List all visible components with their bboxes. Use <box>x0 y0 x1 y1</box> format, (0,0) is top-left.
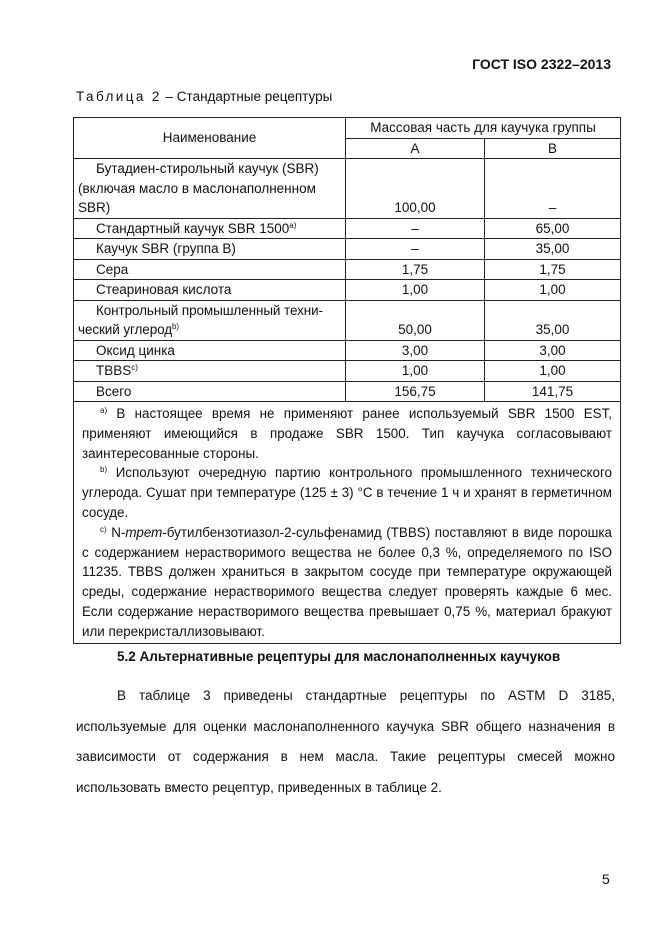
footnote-prefix: N- <box>111 524 126 540</box>
row-name: Сера <box>74 259 346 280</box>
footnote-text: Используют очередную партию контрольного промышленного технического углерода. Сушат при температуре (125 ± 3) °C в течение 1 ч и хранят в герметичном сосуде. <box>82 465 613 520</box>
footnote-text: В настоящее время не применяют ранее используемый SBR 1500 EST, применяют имеющийся в продаже SBR 1500. Тип каучука согласовывают заинтересованные стороны. <box>82 406 613 461</box>
row-value-a: 50,00 <box>346 300 485 340</box>
header-group: Массовая часть для каучука группы <box>346 118 621 139</box>
row-value-b: 141,75 <box>485 381 621 402</box>
table-notes-row <box>74 402 621 644</box>
table-row <box>74 239 621 260</box>
table-caption-label: Таблица 2 <box>76 89 162 104</box>
page-number: 5 <box>602 871 610 887</box>
table-row <box>74 159 621 219</box>
footnote-mark: b) <box>100 465 108 475</box>
table-footnotes <box>74 402 621 644</box>
table-caption <box>76 89 332 104</box>
table-header-row <box>74 118 621 139</box>
table-row <box>74 218 621 239</box>
row-value-a: – <box>346 218 485 239</box>
row-value-a: – <box>346 239 485 260</box>
footnote-mark: a) <box>100 406 108 415</box>
row-value-b: 3,00 <box>485 340 621 361</box>
table-caption-title: – Стандартные рецептуры <box>161 89 333 104</box>
row-value-b: 1,00 <box>485 361 621 382</box>
document-code: ГОСТ ISO 2322–2013 <box>472 56 611 72</box>
row-value-a: 156,75 <box>346 381 485 402</box>
row-value-b: 35,00 <box>485 300 621 340</box>
footnote-mark: c) <box>100 524 107 534</box>
row-value-a: 1,75 <box>346 259 485 280</box>
row-name: Бутадиен-стирольный каучук (SBR) (включая масло в маслонаполненном SBR) <box>74 159 346 219</box>
row-value-b: 35,00 <box>485 239 621 260</box>
row-name: Каучук SBR (группа B) <box>74 239 346 260</box>
row-value-a: 1,00 <box>346 280 485 301</box>
row-name <box>74 361 346 382</box>
footnote <box>82 404 612 463</box>
row-name <box>74 300 346 340</box>
table-row <box>74 361 621 382</box>
header-name: Наименование <box>74 118 346 159</box>
row-name-text: Стандартный каучук SBR 1500 <box>96 220 290 236</box>
footnote-text: -бутилбензотиазол-2-сульфенамид (TBBS) поставляют в виде порошка с содержанием нерастворимого вещества не более 0,3 %, определяемого по ISO 11235. TBBS должен храниться в закрытом сосуде при температуре окружающей среды, содержание нерастворимого вещества следует проверять каждые 6 мес. Если содержание нерастворимого вещества превышает 0,75 %, материал бракуют или перекристаллизовывают. <box>82 524 613 639</box>
footnote-italic: трет <box>125 524 163 540</box>
row-value-b: 65,00 <box>485 218 621 239</box>
row-name: Оксид цинка <box>74 340 346 361</box>
row-value-a: 100,00 <box>346 159 485 219</box>
standard-formulas-table <box>73 117 621 644</box>
row-name-text: TBBS <box>96 363 132 378</box>
footnote-ref: a) <box>289 220 297 230</box>
footnote <box>82 523 612 642</box>
section-paragraph: В таблице 3 приведены стандартные рецептуры по ASTM D 3185, используемые для оценки маслонаполненного каучука SBR общего назначения в зависимости от содержания в нем масла. Такие рецептуры смесей можно использовать вместо рецептур, приведенных в таблице 2. <box>76 688 615 795</box>
footnote <box>82 463 612 522</box>
section-title: 5.2 Альтернативные рецептуры для маслонаполненных каучуков <box>117 649 561 664</box>
row-value-b: 1,00 <box>485 280 621 301</box>
table-row-total <box>74 381 621 402</box>
header-col-b: B <box>485 138 621 159</box>
table-row <box>74 300 621 340</box>
table-row <box>74 280 621 301</box>
footnote-ref: c) <box>131 363 138 372</box>
row-name <box>74 218 346 239</box>
footnote-ref: b) <box>172 322 179 331</box>
row-name: Стеариновая кислота <box>74 280 346 301</box>
row-value-a: 3,00 <box>346 340 485 361</box>
table-row <box>74 340 621 361</box>
row-name-text: Контрольный промышленный техни-ческий углерод <box>78 302 323 337</box>
row-value-a: 1,00 <box>346 361 485 382</box>
table-row <box>74 259 621 280</box>
row-value-b: – <box>485 159 621 219</box>
header-col-a: A <box>346 138 485 159</box>
row-value-b: 1,75 <box>485 259 621 280</box>
row-name: Всего <box>74 381 346 402</box>
